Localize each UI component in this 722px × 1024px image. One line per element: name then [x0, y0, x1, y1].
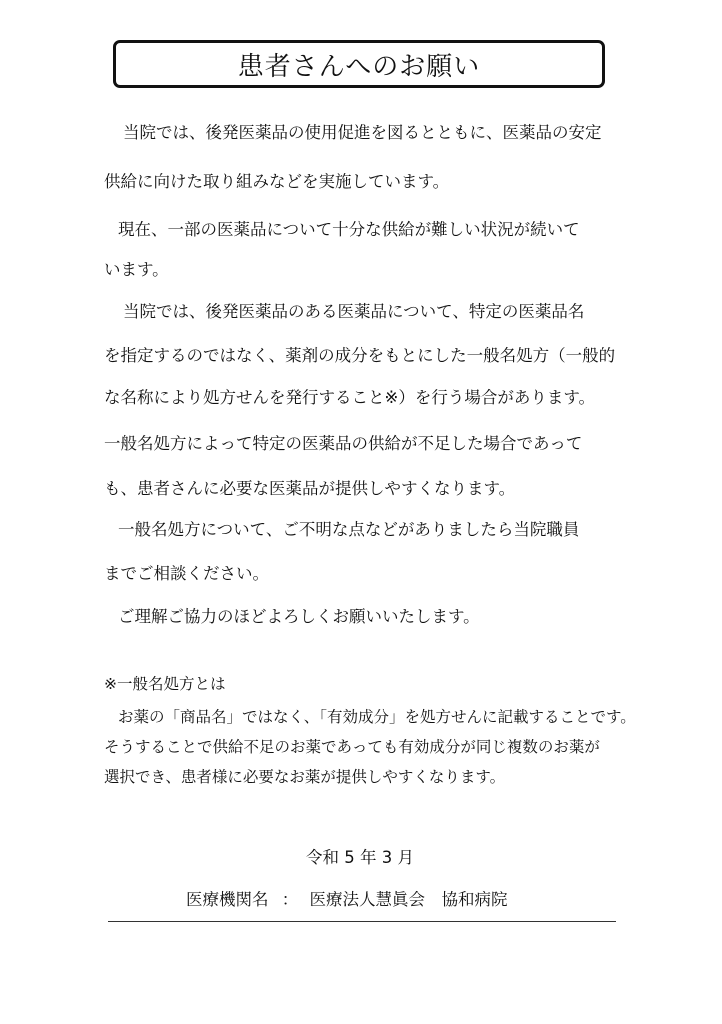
issue-date: 令和 5 年 3 月	[306, 848, 414, 867]
institution-separator: ：	[281, 890, 299, 909]
note-line: 選択でき、患者様に必要なお薬が提供しやすくなります。	[104, 768, 506, 786]
body-line: な名称により処方せんを発行すること※）を行う場合があります。	[104, 388, 596, 407]
institution-name: 医療法人慧眞会 協和病院	[309, 890, 508, 909]
body-line: を指定するのではなく、薬剤の成分をもとにした一般名処方（一般的	[104, 346, 616, 365]
body-line: も、患者さんに必要な医薬品が提供しやすくなります。	[104, 479, 516, 498]
note-line: お薬の「商品名」ではなく、「有効成分」を処方せんに記載することです。	[118, 708, 636, 726]
footer-divider	[108, 921, 616, 922]
page-title: 患者さんへのお願い	[237, 51, 481, 82]
note-heading: ※一般名処方とは	[104, 675, 226, 693]
body-line: います。	[104, 260, 169, 279]
note-line: そうすることで供給不足のお薬であっても有効成分が同じ複数のお薬が	[104, 738, 600, 756]
body-line: ご理解ご協力のほどよろしくお願いいたします。	[118, 607, 480, 626]
body-line: 一般名処方によって特定の医薬品の供給が不足した場合であって	[104, 434, 583, 453]
body-line: 当院では、後発医薬品のある医薬品について、特定の医薬品名	[123, 302, 585, 321]
body-line: 供給に向けた取り組みなどを実施しています。	[104, 172, 450, 191]
institution-line	[186, 888, 508, 912]
institution-label: 医療機関名	[186, 890, 269, 909]
body-line: 当院では、後発医薬品の使用促進を図るとともに、医薬品の安定	[123, 123, 602, 142]
body-line: 一般名処方について、ご不明な点などがありましたら当院職員	[118, 520, 580, 539]
title-box	[113, 40, 605, 88]
body-line: 現在、一部の医薬品について十分な供給が難しい状況が続いて	[118, 220, 580, 239]
body-line: までご相談ください。	[104, 564, 269, 583]
